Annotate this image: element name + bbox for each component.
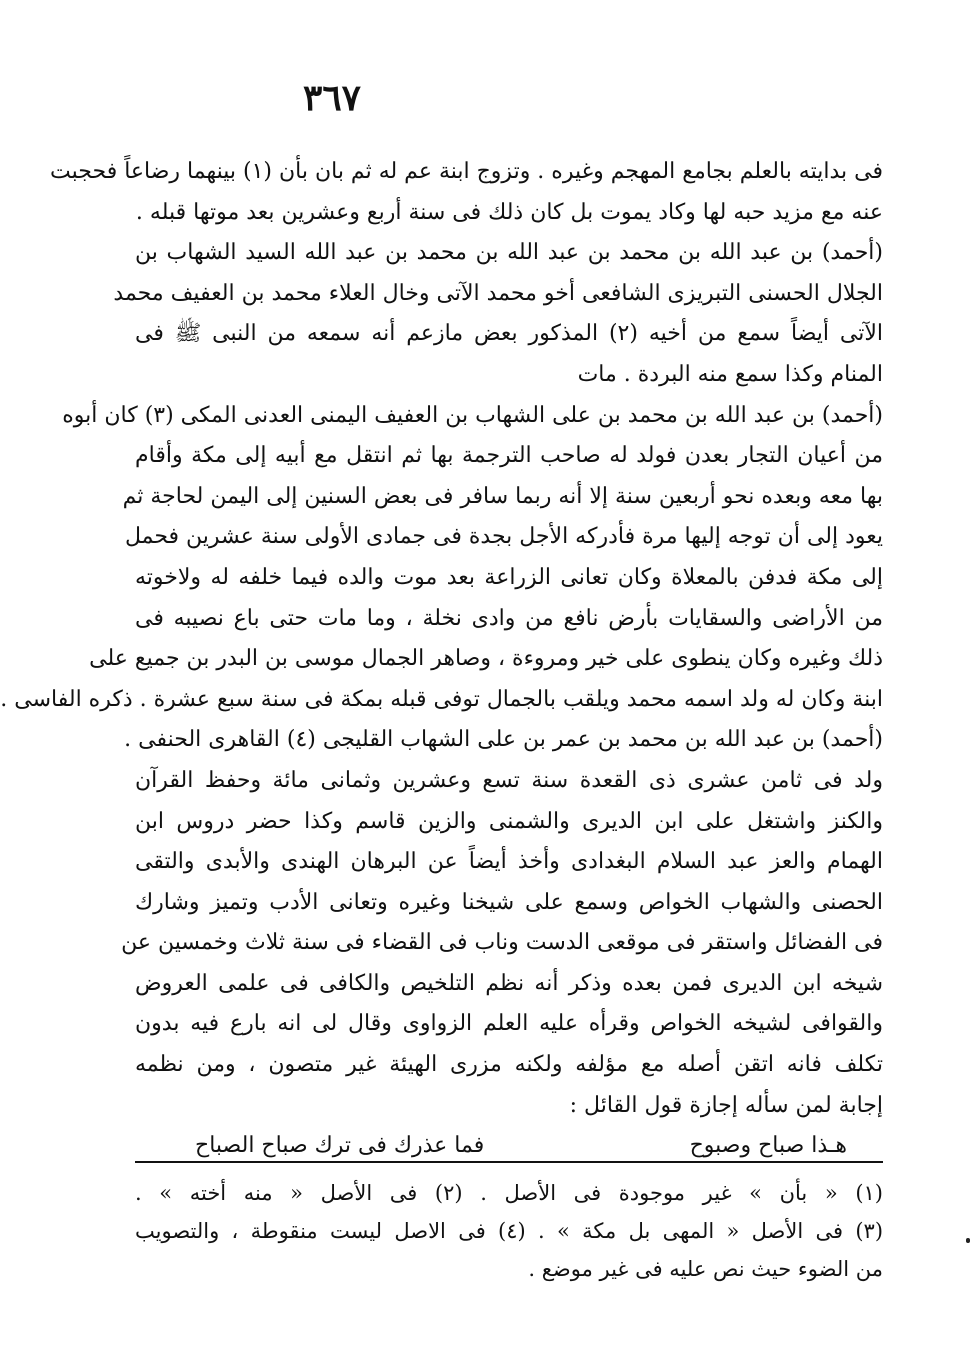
text-line: إلى مكة فدفن بالمعلاة وكان تعانى الزراعة بعد موت والده فيما خلفه له ولاخوته [135,564,883,590]
verse-hemistich-first: هـذا صباح وصبوح [689,1133,847,1159]
text-line: الجلال الحسنى التبريزى الشافعى أخو محمد الآتى وخال العلاء محمد بن العفيف محمد [113,280,883,306]
text-line: فى بدايته بالعلم بجامع المهجم وغيره . وتزوج ابنة عم له ثم بان بأن (١) بينهما رضاعاً فحجبت [50,159,883,184]
text-line: من أعيان التجار بعدن فولد له صاحب الترجمة بها ثم انتقل مع أبيه إلى مكة وأقام [135,443,883,469]
text-line: المنام وكذا سمع منه البردة . مات [577,361,883,387]
text-line: تكلف فانه اتقن أصله مع مؤلفه ولكنه مزرى الهيئة غير متصون ، ومن نظمه [135,1052,883,1078]
main-text [0,152,883,1167]
footnote-line: (٣) فى الأصل « المهى بل مكة » . (٤) فى الاصل ليست منقوطة ، والتصويب [135,1219,884,1243]
text-line: الحصنى والشهاب الخواص وسمع على شيخنا وغيره وتعانى الأدب وتميز وشارك [135,889,883,915]
text-line: ولد فى ثامن عشرى ذى القعدة سنة تسع وعشرين وثمانى مائة وحفظ القرآن [135,767,883,793]
text-line: شيخه ابن الديرى فمن بعده وذكر أنه نظم التلخيص والكافى فى علمى العروض [135,970,883,996]
text-line: عنه مع مزيد حبه لها وكاد يموت بل كان ذلك فى سنة أربع وعشرين بعد موتها قبله . [135,199,883,225]
text-line: الهمام والعز عبد السلام البغدادى وأخذ أيضاً عن البرهان الهندى والأبدى والتقى [135,849,883,875]
text-line: والكنز واشتغل على ابن الديرى والشمنى والزين قاسم وكذا حضر دروس ابن [135,808,883,834]
text-line: الآتى أيضاً سمع من أخيه (٢) المذكور بعض مازعم أنه سمعه من النبى ﷺ فى [135,321,883,347]
footnote-line: من الضوء حيث نص عليه فى غير موضع . [528,1257,883,1281]
text-line: ابنة وكان له ولد اسمه محمد ويلقب بالجمال توفى قبله بمكة فى سنة سبع عشرة . ذكره الفاسى . [0,686,883,712]
text-line: يعود إلى أن توجه إليها مرة فأدركه الأجل بجدة فى جمادى الأولى سنة عشرين فحمل [124,524,883,550]
verse-hemistich-second: فما عذرك فى ترك صباح الصباح [195,1133,485,1159]
text-line: (أحمد) بن عبد الله بن محمد بن على الشهاب بن العفيف اليمنى العدنى المكى (٣) كان أبوه [62,402,883,428]
text-line: إجابة لمن سأله إجازة قول القائل : [569,1092,883,1118]
footnote-line: (١) « بأن » غير موجودة فى الأصل . (٢) فى الأصل « منه أخته » . [135,1181,883,1205]
text-line: والقوافى لشيخه الخواص وقرأه عليه العلم الزواوى وقال لى انه بارع فيه بدون [135,1011,883,1037]
text-line: (أحمد) بن عبد الله بن محمد بن عمر بن على الشهاب القليجى (٤) القاهرى الحنفى . [124,727,883,753]
page-number: ٣٦٧ [302,77,361,119]
text-line: بها معه وبعده نحو أربعين سنة إلا أنه ربما سافر فى بعض السنين إلى اليمن لحاجة ثم [122,483,883,509]
footnotes [135,1174,883,1288]
text-line: ذلك وغيره وكان ينطوى على خير ومروءة ، وصاهر الجمال موسى بن البدر بن جميع على [89,646,883,672]
text-line: من الأراضى والسقايات بأرض نافع من وادى نخلة ، وما مات حتى باع نصيبه فى [135,605,883,631]
text-line: فى الفضائل واستقر فى موقعى الدست وناب فى القضاء فى سنة ثلاث وخمسين عن [121,930,883,956]
margin-mark [966,1238,970,1243]
footnote-separator [135,1161,883,1163]
text-line: (أحمد) بن عبد الله بن محمد بن عبد الله بن محمد بن عبد الله السيد الشهاب بن [135,240,883,266]
